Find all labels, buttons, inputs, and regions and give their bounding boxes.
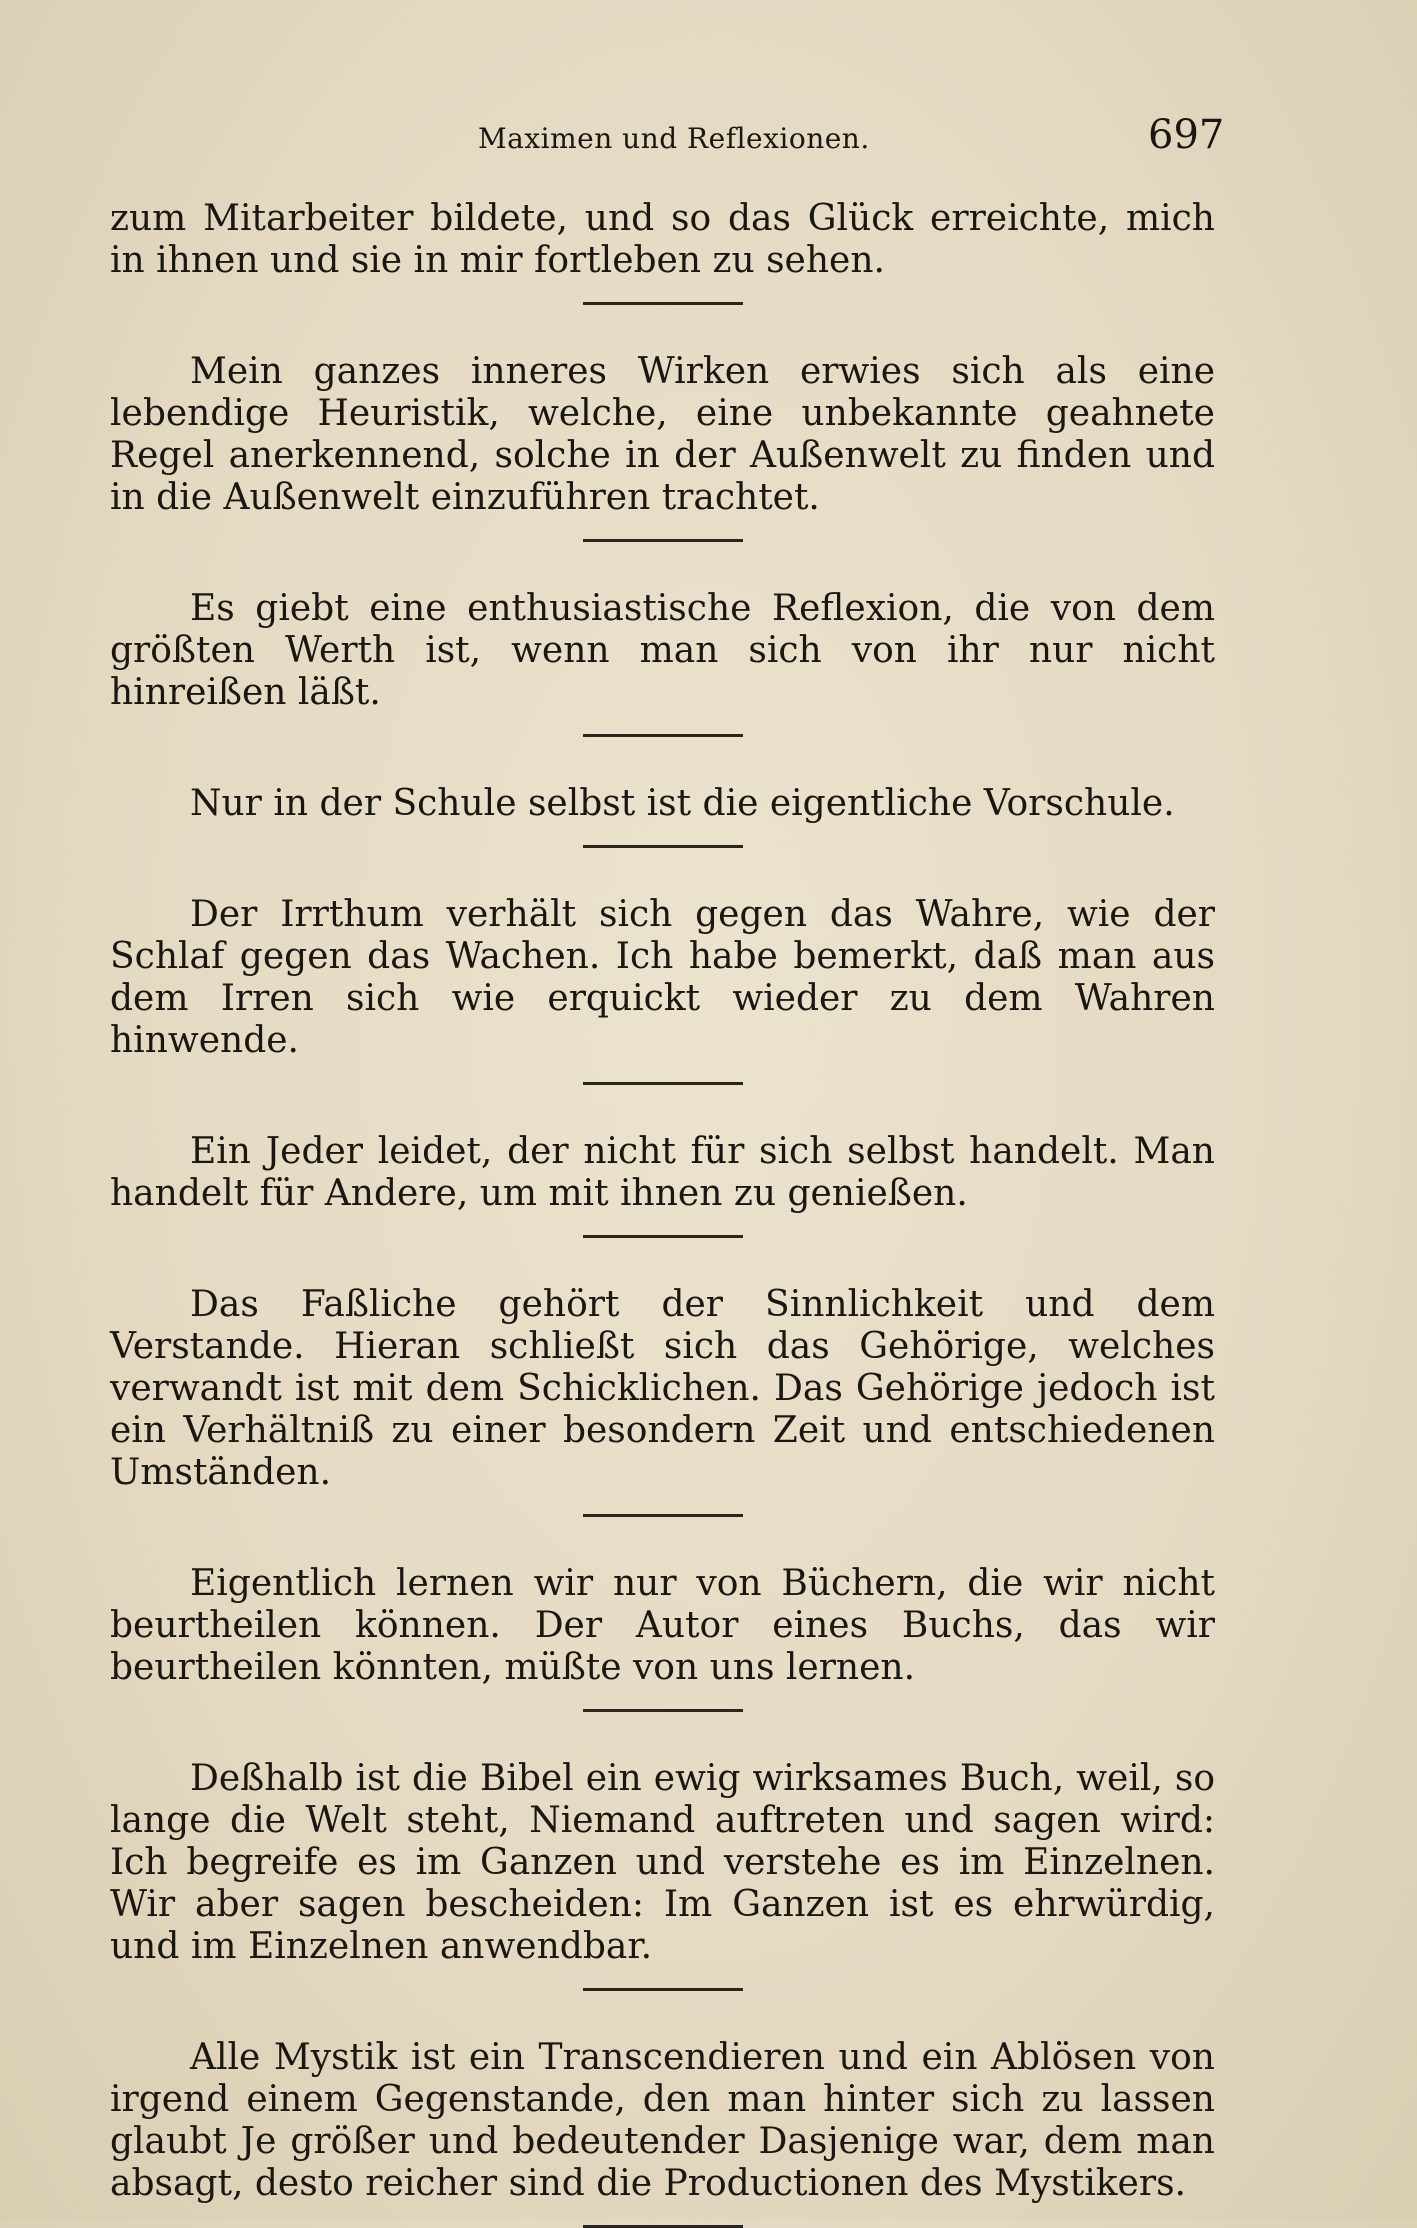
running-head — [0, 112, 1417, 162]
maxim-paragraph: Alle Mystik ist ein Transcendieren und ein Ablösen von irgend einem Gegenstande, den man hinter sich zu lassen glaubt Je größer und bedeutender Dasjenige war, dem man absagt, desto reicher sind die Productionen des Mystikers. — [110, 2037, 1215, 2204]
maxim-paragraph: Eigentlich lernen wir nur von Büchern, die wir nicht beurtheilen können. Der Autor eines Buchs, das wir beurtheilen könnten, müßte von uns lernen. — [110, 1563, 1215, 1688]
maxim-paragraph: Ein Jeder leidet, der nicht für sich selbst handelt. Man handelt für Andere, um mit ihnen zu genießen. — [110, 1131, 1215, 1214]
paragraph-continuation: zum Mitarbeiter bildete, und so das Glück erreichte, mich in ihnen und sie in mir fortleben zu sehen. — [110, 198, 1215, 281]
page-number: 697 — [1148, 112, 1225, 158]
maxim-paragraph: Nur in der Schule selbst ist die eigentliche Vorschule. — [190, 783, 1175, 824]
maxim-paragraph: Deßhalb ist die Bibel ein ewig wirksames Buch, weil, so lange die Welt steht, Niemand auftreten und sagen wird: Ich begreife es im Ganzen und verstehe es im Einzelnen. Wir aber sagen bescheiden: Im Ganzen ist es ehrwürdig, und im Einzelnen anwendbar. — [110, 1758, 1215, 1967]
maxim-paragraph: Mein ganzes inneres Wirken erwies sich als eine lebendige Heuristik, welche, eine unbekannte geahnete Regel anerkennend, solche in der Außenwelt zu finden und in die Außenwelt einzuführen trachtet. — [110, 351, 1215, 518]
maxim-paragraph: Der Irrthum verhält sich gegen das Wahre, wie der Schlaf gegen das Wachen. Ich habe bemerkt, daß man aus dem Irren sich wie erquickt wieder zu dem Wahren hinwende. — [110, 894, 1215, 1061]
maxim-paragraph: Es giebt eine enthusiastische Reflexion, die von dem größten Werth ist, wenn man sich von ihr nur nicht hinreißen läßt. — [110, 588, 1215, 713]
maxim-paragraph: Das Faßliche gehört der Sinnlichkeit und dem Verstande. Hieran schließt sich das Gehörige, welches verwandt ist mit dem Schicklichen. Das Gehörige jedoch ist ein Verhältniß zu einer besondern Zeit und entschiedenen Umständen. — [110, 1284, 1215, 1493]
running-title: Maximen und Reflexionen. — [478, 122, 870, 155]
body-text — [110, 198, 1215, 2228]
